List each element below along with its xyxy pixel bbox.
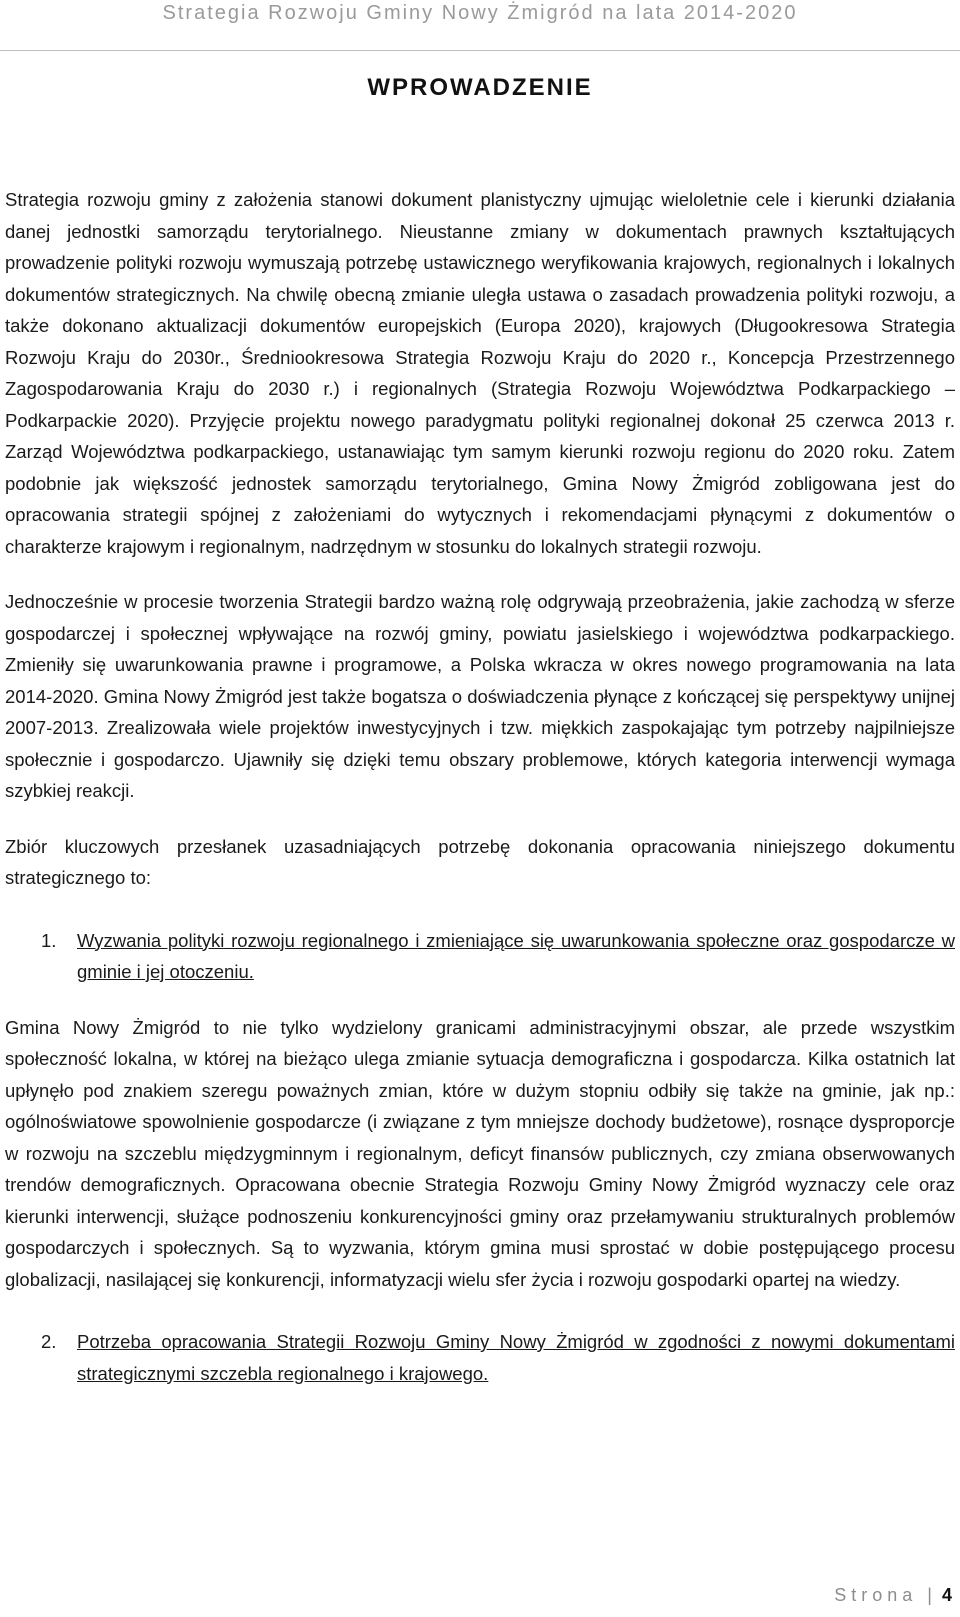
document-body (5, 184, 955, 1389)
numbered-item-1 (5, 925, 955, 988)
paragraph-context: Jednocześnie w procesie tworzenia Strategii bardzo ważną rolę odgrywają przeobrażenia, jakie zachodzą w sferze gospodarczej i społecznej wpływające na rozwój gminy, powiatu jasielskiego i województwa podkarpackiego. Zmieniły się uwarunkowania prawne i programowe, a Polska wkracza w okres nowego programowania na lata 2014-2020. Gmina Nowy Żmigród jest także bogatsza o doświadczenia płynące z kończącej się perspektywy unijnej 2007-2013. Zrealizowała wiele projektów inwestycyjnych i tzw. miękkich zaspokajając tym potrzeby najpilniejsze społecznie i gospodarczo. Ujawniły się dzięki temu obszary problemowe, których kategoria interwencji wymaga szybkiej reakcji. (5, 591, 955, 801)
paragraph-intro: Strategia rozwoju gminy z założenia stanowi dokument planistyczny ujmując wieloletnie cele i kierunki działania danej jednostki samorządu terytorialnego. Nieustanne zmiany w dokumentach prawnych kształtujących prowadzenie polityki rozwoju wymuszają potrzebę ustawicznego weryfikowania krajowych, regionalnych i lokalnych dokumentów strategicznych. Na chwilę obecną zmianie uległa ustawa o zasadach prowadzenia polityki rozwoju, a także dokonano aktualizacji dokumentów europejskich (Europa 2020), krajowych (Długookresowa Strategia Rozwoju Kraju do 2030r., Średniookresowa Strategia Rozwoju Kraju do 2020 r., Koncepcja Przestrzennego Zagospodarowania Kraju do 2030 r.) i regionalnych (Strategia Rozwoju Województwa Podkarpackiego – Podkarpackie 2020). Przyjęcie projektu nowego paradygmatu polityki regionalnej dokonał 25 czerwca 2013 r. Zarząd Województwa podkarpackiego, ustanawiając tym samym kierunki rozwoju regionu do 2020 roku. Zatem podobnie jak większość jednostek samorządu terytorialnego, Gmina Nowy Żmigród zobligowana jest do opracowania strategii spójnej z założeniami do wytycznych i rekomendacjami płynącymi z dokumentów o charakterze krajowym i regionalnym, nadrzędnym w stosunku do lokalnych strategii rozwoju. (5, 189, 955, 557)
list-item-heading: Wyzwania polityki rozwoju regionalnego i zmieniające się uwarunkowania społeczne oraz gospodarcze w gminie i jej otoczeniu. (77, 929, 955, 982)
header-title: Strategia Rozwoju Gminy Nowy Żmigród na lata 2014-2020 (162, 2, 798, 24)
list-number: 2. (41, 1331, 57, 1352)
paragraph-premises-intro: Zbiór kluczowych przesłanek uzasadniających potrzebę dokonania opracowania niniejszego dokumentu strategicznego to: (5, 835, 955, 888)
page-number: 4 (941, 1585, 952, 1605)
list-number: 1. (41, 929, 57, 951)
page-footer (834, 1585, 952, 1606)
footer-separator: | (927, 1585, 932, 1605)
footer-label: Strona (834, 1585, 918, 1605)
paragraph-gmina: Gmina Nowy Żmigród to nie tylko wydzielony granicami administracyjnymi obszar, ale przede wszystkim społeczność lokalna, w której na bieżąco ulega zmianie sytuacja demograficzna i gospodarcza. Kilka ostatnich lat upłynęło pod znakiem szeregu poważnych zmian, które w dużym stopniu odbiły się także na gminie, jak np.: ogólnoświatowe spowolnienie gospodarcze (i związane z tym mniejsze dochody budżetowe), rosnące dysproporcje w rozwoju na szczeblu międzygminnym i regionalnym, deficyt finansów publicznych, czy zmiana obserwowanych trendów demograficznych. Opracowana obecnie Strategia Rozwoju Gminy Nowy Żmigród wyznaczy cele oraz kierunki interwencji, służące podnoszeniu konkurencyjności gminy oraz przełamywaniu strukturalnych problemów gospodarczych i społecznych. Są to wyzwania, którym gmina musi sprostać w dobie postępującego procesu globalizacji, nasilającej się konkurencji, informatyzacji wielu sfer życia i rozwoju gospodarki opartej na wiedzy. (5, 1016, 955, 1290)
page-title: WPROWADZENIE (367, 74, 593, 101)
page-header (0, 0, 960, 51)
list-item-heading: Potrzeba opracowania Strategii Rozwoju Gminy Nowy Żmigród w zgodności z nowymi dokumentami strategicznymi szczebla regionalnego i krajowego. (77, 1331, 955, 1384)
numbered-item-2 (5, 1326, 955, 1389)
